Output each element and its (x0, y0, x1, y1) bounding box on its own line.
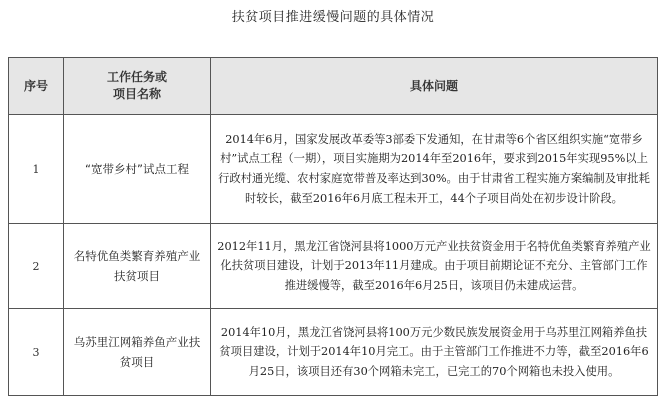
row-task-name: 名特优鱼类繁育养殖产业扶贫项目 (64, 224, 211, 309)
header-task-name-line1: 工作任务或 (106, 70, 167, 84)
row-seq: 2 (9, 224, 64, 309)
header-issue: 具体问题 (211, 58, 658, 115)
row-seq: 1 (9, 115, 64, 224)
row-issue: 2014年10月，黑龙江省饶河县将100万元少数民族发展资金用于乌苏里江网箱养鱼扶贫项目建设，计划于2014年10月完工。由于主管部门工作推进不力等，截至2016年6月25日，该项目还有30个网箱未完工，已完工的70个网箱也未投入使用。 (211, 309, 658, 396)
issues-table (8, 57, 658, 396)
row-seq: 3 (9, 309, 64, 396)
row-task-name: 乌苏里江网箱养鱼产业扶贫项目 (64, 309, 211, 396)
header-seq: 序号 (9, 58, 64, 115)
row-issue: 2014年6月，国家发展改革委等3部委下发通知，在甘肃等6个省区组织实施“宽带乡村”试点工程（一期），项目实施期为2014年至2016年，要求到2015年实现95%以上行政村通光缆、农村家庭宽带普及率达到30%。由于甘肃省工程实施方案编制及审批耗时较长，截至2016年6月底工程未开工，44个子项目尚处在初步设计阶段。 (211, 115, 658, 224)
table-header-row (9, 58, 658, 115)
table-row (9, 115, 658, 224)
page-title: 扶贫项目推进缓慢问题的具体情况 (231, 10, 435, 25)
header-task-name-line2: 项目名称 (112, 87, 161, 101)
header-task-name (64, 58, 211, 115)
row-issue: 2012年11月，黑龙江省饶河县将1000万元产业扶贫资金用于名特优鱼类繁育养殖产业化扶贫项目建设，计划于2013年11月建成。由于项目前期论证不充分、主管部门工作推进缓慢等，截至2016年6月25日，该项目仍未建成运营。 (211, 224, 658, 309)
table-row (9, 224, 658, 309)
table-row (9, 309, 658, 396)
row-task-name: “宽带乡村”试点工程 (64, 115, 211, 224)
